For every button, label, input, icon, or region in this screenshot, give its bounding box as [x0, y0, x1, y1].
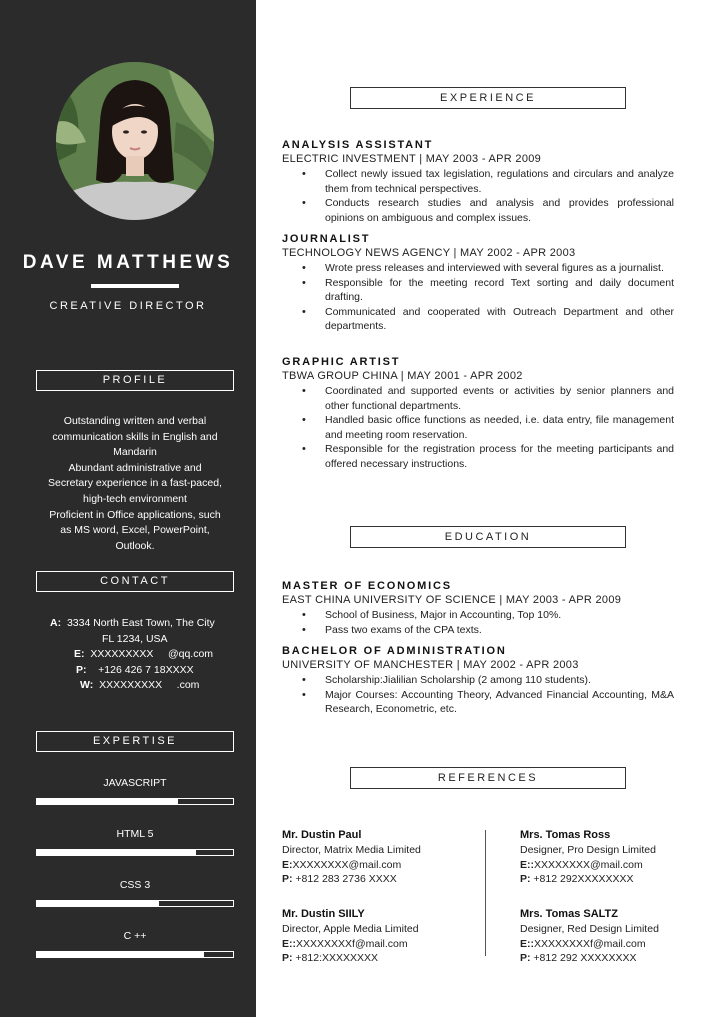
reference-card: [520, 828, 715, 887]
phone-text: +812 292 XXXXXXXX: [533, 952, 637, 965]
reference-position: Designer, Pro Design Limited: [520, 844, 656, 856]
skill-bar-fill: [37, 850, 196, 855]
profile-photo: [56, 62, 214, 220]
phone-text: +126 426 7 18XXXX: [98, 663, 194, 676]
skill-bar-fill: [37, 799, 178, 804]
reference-name: Mr. Dustin Paul: [282, 829, 362, 841]
skill-bar: [36, 798, 234, 805]
job-title: GRAPHIC ARTIST: [282, 356, 401, 368]
reference-position: Director, Apple Media Limited: [282, 923, 419, 935]
reference-name: Mrs. Tomas Ross: [520, 829, 611, 841]
contact-web: [36, 678, 236, 694]
profile-line: Outstanding written and verbal: [63, 415, 207, 427]
profile-line: Proficient in Office applications, such: [49, 508, 221, 521]
job-subtitle: TBWA GROUP CHINA | MAY 2001 - APR 2002: [282, 370, 523, 382]
job-subtitle: ELECTRIC INVESTMENT | MAY 2003 - APR 2009: [282, 153, 542, 165]
degree-bullets: [282, 608, 674, 637]
bullet-item: • Coordinated and supported events or activities by senior planners and other functional departments.: [282, 384, 674, 413]
reference-phone: [282, 951, 477, 966]
references-heading: REFERENCES: [350, 767, 626, 789]
person-name: DAVE MATTHEWS: [22, 252, 234, 273]
reference-card: [282, 828, 472, 887]
email-text[interactable]: XXXXXXXX@mail.com: [534, 858, 643, 871]
phone-text: +812:XXXXXXXX: [295, 952, 379, 965]
job-entry: [282, 232, 674, 334]
phone-label: P:: [520, 873, 531, 886]
web-text[interactable]: XXXXXXXXX .com: [99, 679, 200, 692]
person-role: CREATIVE DIRECTOR: [49, 300, 207, 312]
profile-line: high-tech environment: [83, 492, 187, 505]
reference-card: [282, 907, 477, 966]
skill-label: CSS 3: [119, 879, 151, 891]
job-entry: [282, 138, 674, 225]
web-label: W:: [80, 679, 94, 692]
phone-text: +812 292XXXXXXXX: [533, 873, 634, 886]
bullet-item: • Pass two exams of the CPA texts.: [282, 623, 674, 638]
phone-text: +812 283 2736 XXXX: [295, 873, 397, 886]
degree-title: MASTER OF ECONOMICS: [282, 580, 452, 592]
phone-label: P:: [282, 873, 293, 886]
sidebar: [0, 0, 256, 1017]
email-label: E::: [282, 937, 296, 950]
reference-phone: [282, 872, 472, 887]
skill-bar: [36, 951, 234, 958]
address-label: A:: [50, 617, 62, 629]
job-bullets: [282, 384, 674, 472]
reference-email: [520, 858, 715, 873]
email-text[interactable]: XXXXXXXXf@mail.com: [534, 937, 646, 950]
contact-address-line1: [36, 616, 236, 632]
skill-bar: [36, 900, 234, 907]
bullet-item: • Responsible for the meeting record Text sorting and daily document drafting.: [282, 276, 674, 305]
profile-line: Secretary experience in a fast-paced,: [48, 477, 222, 490]
expertise-heading: EXPERTISE: [36, 731, 234, 752]
job-subtitle: TECHNOLOGY NEWS AGENCY | MAY 2002 - APR 2003: [282, 247, 576, 259]
skill-bar: [36, 849, 234, 856]
reference-phone: [520, 872, 715, 887]
bullet-item: • School of Business, Major in Accounting, Top 10%.: [282, 608, 674, 623]
profile-line: Mandarin: [113, 446, 157, 459]
email-text[interactable]: XXXXXXXX@mail.com: [292, 858, 402, 871]
reference-phone: [520, 951, 715, 966]
education-heading: EDUCATION: [350, 526, 626, 548]
profile-line: as MS word, Excel, PowerPoint,: [60, 524, 210, 537]
reference-name: Mrs. Tomas SALTZ: [520, 908, 618, 920]
degree-entry: [282, 644, 674, 717]
bullet-item: • Scholarship:Jialilian Scholarship (2 among 110 students).: [282, 673, 674, 688]
avatar: [56, 62, 214, 220]
phone-label: P:: [76, 663, 87, 676]
skill-label: JAVASCRIPT: [103, 777, 167, 789]
bullet-item: • Wrote press releases and interviewed with several figures as a journalist.: [282, 261, 674, 276]
degree-bullets: [282, 673, 674, 717]
bullet-item: • Conducts research studies and analysis and provides professional opinions on ambiguous and complex issues.: [282, 196, 674, 225]
profile-line: Outlook.: [115, 539, 155, 552]
address-text: 3334 North East Town, The City: [66, 617, 215, 629]
contact-email: [36, 647, 236, 663]
degree-subtitle: EAST CHINA UNIVERSITY OF SCIENCE | MAY 2003 - APR 2009: [282, 594, 622, 606]
reference-name: Mr. Dustin SIILY: [282, 908, 365, 920]
bullet-item: • Major Courses: Accounting Theory, Advanced Financial Accounting, M&A Research, Econometric, etc.: [282, 688, 674, 717]
profile-heading: PROFILE: [36, 370, 234, 391]
job-title: ANALYSIS ASSISTANT: [282, 139, 434, 151]
degree-subtitle: UNIVERSITY OF MANCHESTER | MAY 2002 - APR 2003: [282, 659, 579, 671]
email-text[interactable]: XXXXXXXXX @qq.com: [90, 648, 214, 661]
references-divider: [485, 830, 486, 956]
phone-label: P:: [282, 952, 293, 965]
reference-card: [520, 907, 715, 966]
reference-email: [282, 858, 472, 873]
skill-bar-fill: [37, 952, 204, 957]
email-label: E::: [520, 937, 534, 950]
reference-email: [520, 937, 715, 952]
reference-position: Director, Matrix Media Limited: [282, 844, 421, 856]
profile-line: Abundant administrative and: [68, 461, 202, 474]
profile-text: [40, 414, 230, 554]
bullet-item: • Collect newly issued tax legislation, regulations and circulars and analyze them from technical perspectives.: [282, 167, 674, 196]
job-title: JOURNALIST: [282, 233, 371, 245]
profile-line: communication skills in English and: [52, 430, 218, 443]
skill-bar-fill: [37, 901, 159, 906]
contact-heading: CONTACT: [36, 571, 234, 592]
email-label: E::: [520, 858, 534, 871]
bullet-item: • Communicated and cooperated with Outreach Department and other departments.: [282, 305, 674, 334]
job-bullets: [282, 261, 674, 334]
degree-title: BACHELOR OF ADMINISTRATION: [282, 645, 507, 657]
email-text[interactable]: XXXXXXXXf@mail.com: [296, 937, 408, 950]
reference-position: Designer, Red Design Limited: [520, 923, 659, 935]
skill-label: C ++: [123, 930, 147, 942]
job-bullets: [282, 167, 674, 225]
bullet-item: • Responsible for the registration process for the meeting participants and offered necessary instructions.: [282, 442, 674, 471]
email-label: E:: [74, 648, 85, 661]
name-underline: [91, 284, 179, 288]
contact-address-line2: FL 1234, USA: [102, 632, 168, 645]
job-entry: [282, 355, 674, 472]
skill-label: HTML 5: [116, 828, 154, 840]
bullet-item: • Handled basic office functions as needed, i.e. data entry, file management and meeting room reservation.: [282, 413, 674, 442]
experience-heading: EXPERIENCE: [350, 87, 626, 109]
email-label: E:: [282, 858, 293, 871]
reference-email: [282, 937, 477, 952]
degree-entry: [282, 579, 674, 637]
phone-label: P:: [520, 952, 531, 965]
contact-phone: [36, 663, 236, 679]
contact-info: [36, 616, 236, 694]
